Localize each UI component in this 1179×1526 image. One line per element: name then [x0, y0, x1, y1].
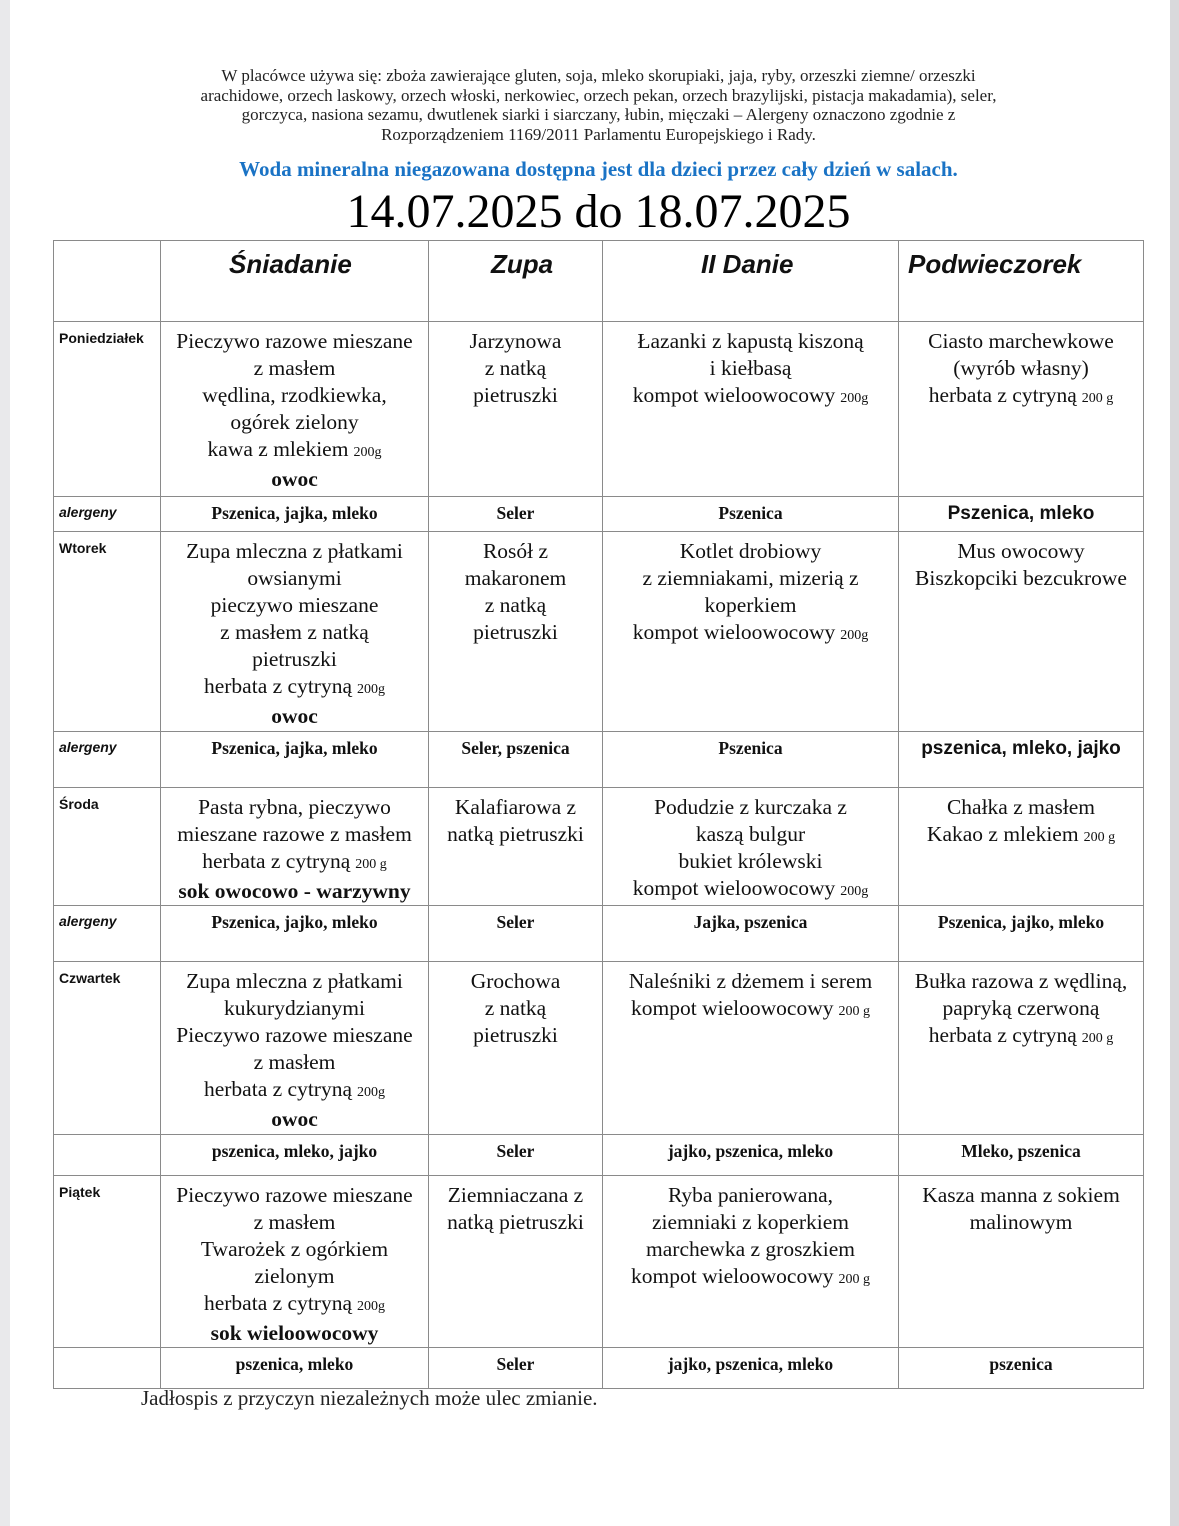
meal-cell — [603, 322, 899, 497]
meal-line — [161, 592, 428, 619]
allergen-label: alergeny — [54, 906, 161, 962]
allergen-cell: Seler — [429, 497, 603, 532]
meal-line — [161, 995, 428, 1022]
meal-line — [161, 1263, 428, 1290]
meal-line — [161, 1106, 428, 1133]
meal-line — [161, 382, 428, 409]
allergen-cell: Jajka, pszenica — [603, 906, 899, 962]
meal-text: Pasta rybna, pieczywo — [198, 795, 391, 819]
portion-size: 200 g — [1083, 830, 1116, 845]
meal-line — [429, 968, 602, 995]
meal-cell — [899, 532, 1144, 732]
meal-line — [603, 382, 898, 412]
meal-cell — [899, 788, 1144, 906]
meal-line — [899, 538, 1143, 565]
meal-text: Rosół z — [482, 539, 549, 563]
meal-line — [603, 538, 898, 565]
meal-cell — [161, 962, 429, 1135]
meal-text: pietruszki — [473, 620, 558, 644]
meal-line — [603, 592, 898, 619]
meal-text: Grochowa — [470, 969, 561, 993]
meal-text: Kalafiarowa z — [454, 795, 577, 819]
meal-text: i kiełbasą — [709, 356, 792, 380]
header-row — [54, 241, 1144, 322]
allergen-row — [54, 732, 1144, 788]
meal-line — [603, 1182, 898, 1209]
meal-line — [161, 1022, 428, 1049]
header-breakfast: Śniadanie — [161, 241, 429, 322]
meal-line — [603, 848, 898, 875]
meal-line — [899, 1022, 1143, 1052]
meal-text: pietruszki — [252, 647, 337, 671]
meal-line — [603, 875, 898, 905]
meal-text: Kotlet drobiowy — [679, 539, 822, 563]
meal-cell — [603, 1176, 899, 1348]
meal-line — [603, 1236, 898, 1263]
meal-line — [161, 703, 428, 730]
header-main-dish: II Danie — [603, 241, 899, 322]
meal-line — [429, 382, 602, 409]
allergen-cell: Pszenica, jajko, mleko — [161, 906, 429, 962]
header-soup: Zupa — [429, 241, 603, 322]
meal-text: z masłem — [253, 1210, 336, 1234]
meal-text: Pieczywo razowe mieszane — [176, 329, 413, 353]
water-notice: Woda mineralna niegazowana dostępna jest dla dzieci przez cały dzień w salach. — [239, 157, 958, 181]
meal-text: z masłem — [253, 1050, 336, 1074]
meal-line — [899, 355, 1143, 382]
meal-text: Chałka z masłem — [946, 795, 1096, 819]
day-name: Piątek — [54, 1176, 161, 1348]
meal-text: Bułka razowa z wędliną, — [914, 969, 1128, 993]
meal-text: owoc — [271, 467, 318, 491]
meal-text: kawa z mlekiem — [207, 437, 349, 461]
meal-line — [899, 968, 1143, 995]
menu-table — [53, 240, 1144, 1389]
meal-text: Naleśniki z dżemem i serem — [628, 969, 873, 993]
meal-text: Zupa mleczna z płatkami — [186, 539, 403, 563]
allergen-cell: pszenica, mleko — [161, 1348, 429, 1389]
meal-line — [603, 995, 898, 1025]
meal-line — [161, 619, 428, 646]
meal-text: Zupa mleczna z płatkami — [186, 969, 403, 993]
allergen-cell: Pszenica, mleko — [899, 497, 1144, 532]
meal-line — [899, 794, 1143, 821]
meal-text: ogórek zielony — [230, 410, 359, 434]
portion-size: 200g — [357, 682, 386, 697]
meal-text: herbata z cytryną — [202, 849, 351, 873]
meal-line — [603, 619, 898, 649]
meal-text: owsianymi — [247, 566, 342, 590]
meal-line — [161, 1209, 428, 1236]
meal-text: zielonym — [254, 1264, 335, 1288]
allergen-cell: Seler, pszenica — [429, 732, 603, 788]
meal-line — [899, 821, 1143, 851]
meal-cell — [899, 322, 1144, 497]
allergen-cell: pszenica, mleko, jajko — [899, 732, 1144, 788]
meal-line — [161, 646, 428, 673]
allergen-cell: Seler — [429, 1135, 603, 1176]
meal-line — [429, 1182, 602, 1209]
meal-text: Kakao z mlekiem — [926, 822, 1079, 846]
meal-text: makaronem — [464, 566, 567, 590]
meal-text: Pieczywo razowe mieszane — [176, 1023, 413, 1047]
meal-line — [161, 1049, 428, 1076]
meal-text: marchewka z groszkiem — [646, 1237, 855, 1261]
allergen-cell: pszenica, mleko, jajko — [161, 1135, 429, 1176]
meal-text: Ryba panierowana, — [667, 1183, 834, 1207]
meal-text: pieczywo mieszane — [210, 593, 379, 617]
meal-line — [161, 466, 428, 493]
meal-text: z masłem z natką — [220, 620, 369, 644]
meal-text: Twarożek z ogórkiem — [200, 1237, 389, 1261]
meal-line — [161, 409, 428, 436]
allergen-row — [54, 497, 1144, 532]
day-row — [54, 532, 1144, 732]
portion-size: 200 g — [838, 1004, 870, 1019]
meal-text: kompot wieloowocowy — [632, 620, 836, 644]
day-name: Poniedziałek — [54, 322, 161, 497]
meal-text: koperkiem — [704, 593, 797, 617]
meal-line — [161, 1076, 428, 1106]
meal-text: z natką — [484, 996, 547, 1020]
meal-cell — [603, 788, 899, 906]
allergen-cell: Seler — [429, 906, 603, 962]
meal-text: Podudzie z kurczaka z — [654, 795, 847, 819]
meal-line — [161, 1290, 428, 1320]
allergen-row — [54, 1348, 1144, 1389]
meal-cell — [161, 322, 429, 497]
meal-text: z natką — [484, 356, 547, 380]
meal-text: herbata z cytryną — [203, 674, 353, 698]
allergen-cell: Pszenica, jajka, mleko — [161, 732, 429, 788]
meal-line — [603, 794, 898, 821]
meal-line — [429, 794, 602, 821]
meal-text: Mus owocowy — [957, 539, 1085, 563]
allergen-label — [54, 1135, 161, 1176]
meal-text: owoc — [271, 704, 318, 728]
meal-line — [161, 538, 428, 565]
meal-text: Ziemniaczana z — [447, 1183, 584, 1207]
day-name: Czwartek — [54, 962, 161, 1135]
allergen-notice — [50, 66, 1147, 144]
meal-text: natką pietruszki — [447, 1210, 584, 1234]
allergen-label: alergeny — [54, 497, 161, 532]
meal-text: kompot wieloowocowy — [632, 383, 836, 407]
meal-text: herbata z cytryną — [203, 1077, 353, 1101]
meal-line — [899, 565, 1143, 592]
meal-text: herbata z cytryną — [203, 1291, 353, 1315]
page-edge — [1170, 0, 1179, 1526]
meal-text: (wyrób własny) — [953, 356, 1089, 380]
meal-text: pietruszki — [473, 383, 558, 407]
notice-line: gorczyca, nasiona sezamu, dwutlenek siarki i siarczany, łubin, mięczaki – Alergeny oznaczono zgodnie z — [241, 105, 956, 124]
header-afternoon-snack: Podwieczorek — [899, 241, 1144, 322]
portion-size: 200g — [353, 445, 382, 460]
notice-line: W placówce używa się: zboża zawierające gluten, soja, mleko skorupiaki, jaja, ryby, orzeszki ziemne/ orzeszki — [221, 66, 976, 85]
meal-text: ziemniaki z koperkiem — [651, 1210, 849, 1234]
portion-size: 200g — [357, 1299, 386, 1314]
footer-note: Jadłospis z przyczyn niezależnych może ulec zmianie. — [141, 1386, 598, 1410]
meal-line — [161, 1182, 428, 1209]
date-range-title: 14.07.2025 do 18.07.2025 — [346, 185, 851, 238]
meal-text: owoc — [271, 1107, 318, 1131]
meal-text: Pieczywo razowe mieszane — [176, 1183, 413, 1207]
meal-line — [429, 821, 602, 848]
meal-text: z natką — [484, 593, 547, 617]
allergen-cell: Pszenica, jajka, mleko — [161, 497, 429, 532]
notice-line: Rozporządzeniem 1169/2011 Parlamentu Europejskiego i Rady. — [381, 124, 816, 144]
allergen-cell: pszenica — [899, 1348, 1144, 1389]
allergen-cell: Pszenica — [603, 732, 899, 788]
portion-size: 200g — [840, 884, 869, 899]
meal-line — [161, 794, 428, 821]
meal-text: kaszą bulgur — [695, 822, 806, 846]
meal-line — [429, 592, 602, 619]
meal-line — [429, 355, 602, 382]
meal-text: kukurydzianymi — [224, 996, 365, 1020]
meal-line — [899, 995, 1143, 1022]
allergen-cell: jajko, pszenica, mleko — [603, 1135, 899, 1176]
allergen-cell: Mleko, pszenica — [899, 1135, 1144, 1176]
meal-text: bukiet królewski — [678, 849, 823, 873]
meal-line — [161, 1320, 428, 1347]
portion-size: 200 g — [1081, 391, 1114, 406]
meal-line — [603, 328, 898, 355]
meal-cell — [429, 532, 603, 732]
meal-line — [429, 538, 602, 565]
meal-text: Ciasto marchewkowe — [928, 329, 1114, 353]
meal-cell — [161, 788, 429, 906]
meal-text: papryką czerwoną — [942, 996, 1100, 1020]
portion-size: 200g — [840, 628, 869, 643]
notice-line: arachidowe, orzech laskowy, orzech włoski, nerkowiec, orzech pekan, orzech brazylijski, pistacja makadamia), seler, — [200, 85, 997, 105]
allergen-row — [54, 1135, 1144, 1176]
allergen-cell: Pszenica, jajko, mleko — [899, 906, 1144, 962]
header-corner — [54, 241, 161, 322]
meal-cell — [161, 1176, 429, 1348]
meal-text: z masłem — [253, 356, 336, 380]
day-row — [54, 322, 1144, 497]
meal-text: malinowym — [969, 1210, 1073, 1234]
portion-size: 200g — [840, 391, 869, 406]
meal-cell — [429, 1176, 603, 1348]
meal-line — [603, 1209, 898, 1236]
meal-line — [899, 1182, 1143, 1209]
meal-line — [899, 328, 1143, 355]
allergen-label — [54, 1348, 161, 1389]
meal-cell — [899, 1176, 1144, 1348]
meal-line — [429, 995, 602, 1022]
meal-line — [429, 1209, 602, 1236]
day-row — [54, 962, 1144, 1135]
meal-text: sok owocowo - warzywny — [178, 879, 411, 903]
meal-cell — [603, 532, 899, 732]
meal-line — [161, 821, 428, 848]
portion-size: 200 g — [355, 857, 387, 872]
meal-text: kompot wieloowocowy — [631, 1264, 834, 1288]
meal-text: wędlina, rzodkiewka, — [202, 383, 387, 407]
meal-line — [429, 565, 602, 592]
meal-text: pietruszki — [473, 1023, 558, 1047]
allergen-cell: jajko, pszenica, mleko — [603, 1348, 899, 1389]
meal-text: Kasza manna z sokiem — [922, 1183, 1120, 1207]
meal-line — [429, 328, 602, 355]
meal-line — [161, 848, 428, 878]
meal-text: sok wieloowocowy — [210, 1321, 379, 1345]
day-name: Wtorek — [54, 532, 161, 732]
menu-page — [10, 0, 1170, 1526]
meal-line — [161, 878, 428, 905]
meal-line — [603, 821, 898, 848]
meal-text: herbata z cytryną — [928, 1023, 1077, 1047]
meal-cell — [429, 962, 603, 1135]
portion-size: 200 g — [838, 1272, 870, 1287]
meal-line — [899, 1209, 1143, 1236]
meal-cell — [429, 322, 603, 497]
allergen-cell: Pszenica — [603, 497, 899, 532]
meal-line — [603, 968, 898, 995]
meal-text: z ziemniakami, mizerią z — [642, 566, 859, 590]
allergen-cell: Seler — [429, 1348, 603, 1389]
meal-line — [161, 436, 428, 466]
meal-line — [161, 1236, 428, 1263]
meal-text: Łazanki z kapustą kiszoną — [637, 329, 864, 353]
portion-size: 200 g — [1081, 1031, 1114, 1046]
meal-text: Jarzynowa — [469, 329, 562, 353]
meal-line — [161, 673, 428, 703]
meal-text: natką pietruszki — [447, 822, 584, 846]
meal-text: herbata z cytryną — [928, 383, 1077, 407]
day-row — [54, 788, 1144, 906]
meal-line — [429, 1022, 602, 1049]
meal-cell — [899, 962, 1144, 1135]
meal-line — [161, 328, 428, 355]
meal-text: kompot wieloowocowy — [632, 876, 836, 900]
meal-text: Biszkopciki bezcukrowe — [915, 566, 1127, 590]
meal-text: mieszane razowe z masłem — [177, 822, 412, 846]
meal-line — [429, 619, 602, 646]
meal-cell — [603, 962, 899, 1135]
portion-size: 200g — [357, 1085, 386, 1100]
day-row — [54, 1176, 1144, 1348]
meal-line — [161, 968, 428, 995]
meal-line — [603, 1263, 898, 1293]
meal-line — [161, 355, 428, 382]
allergen-label: alergeny — [54, 732, 161, 788]
allergen-row — [54, 906, 1144, 962]
meal-line — [161, 565, 428, 592]
meal-cell — [161, 532, 429, 732]
day-name: Środa — [54, 788, 161, 906]
meal-cell — [429, 788, 603, 906]
meal-text: kompot wieloowocowy — [631, 996, 834, 1020]
meal-line — [603, 565, 898, 592]
meal-line — [603, 355, 898, 382]
meal-line — [899, 382, 1143, 412]
